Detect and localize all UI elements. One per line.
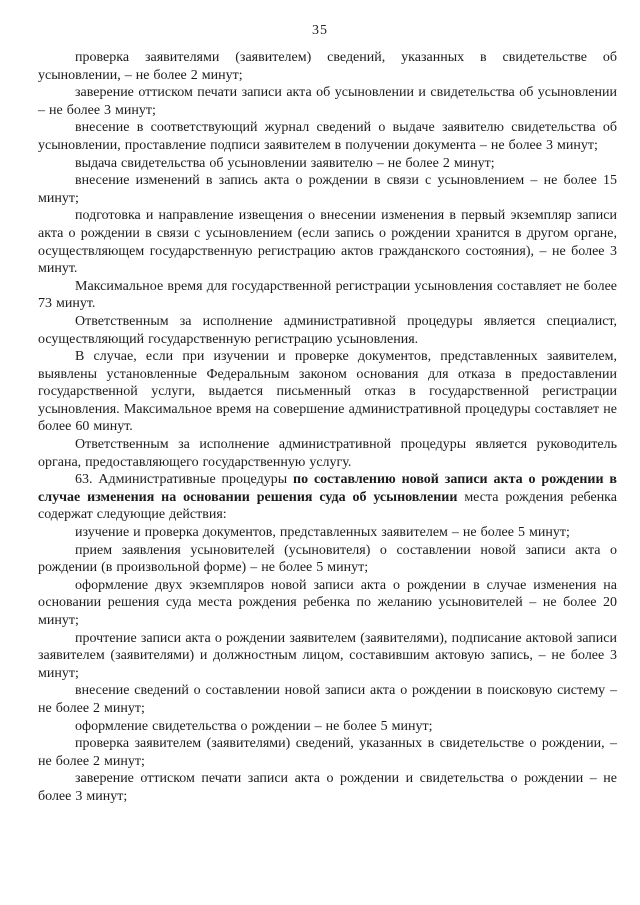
text-run: внесение сведений о составлении новой записи акта о рождении в поисковую систему – не более 2 минут; [38, 683, 617, 716]
paragraph [38, 682, 617, 717]
paragraph [38, 348, 617, 436]
paragraph [38, 119, 617, 154]
paragraph [38, 207, 617, 277]
text-run: заверение оттиском печати записи акта об усыновлении и свидетельства об усыновлении – не более 3 минут; [38, 85, 617, 118]
text-run: прием заявления усыновителей (усыновителя) о составлении новой записи акта о рождении (в произвольной форме) – не более 5 минут; [38, 542, 617, 576]
paragraph [38, 84, 617, 119]
text-run: проверка заявителем (заявителями) сведений, указанных в свидетельстве о рождении, – не более 2 минут; [38, 736, 617, 769]
text-run: места рождения ребенка содержат следующие действия: [38, 489, 617, 523]
text-run: Максимальное время для государственной регистрации усыновления составляет не более 73 минут. [38, 278, 617, 312]
paragraph [38, 735, 617, 770]
paragraph [38, 49, 617, 84]
text-run: внесение в соответствующий журнал сведений о выдаче заявителю свидетельства об усыновлении, проставление подписи заявителем в получении документа – не более 3 минут; [38, 120, 617, 153]
paragraph [38, 155, 617, 173]
paragraph [38, 436, 617, 471]
paragraph [38, 278, 617, 313]
page-number: 35 [312, 23, 328, 38]
text-run: прочтение записи акта о рождении заявителем (заявителями), подписание актовой записи заявителем (заявителями) и должностным лицом, составившим актовую запись, – не более 3 минут; [38, 630, 617, 681]
text-run: проверка заявителями (заявителем) сведений, указанных в свидетельстве об усыновлении, – не более 2 минут; [38, 50, 617, 83]
text-run: заверение оттиском печати записи акта о рождении и свидетельства о рождении – не более 3 минут; [38, 771, 617, 804]
paragraph [38, 542, 617, 577]
paragraph [38, 630, 617, 683]
text-run: 63. Административные процедуры [75, 472, 293, 488]
text-run: Ответственным за исполнение административной процедуры является руководитель органа, предоставляющего государственную услугу. [38, 437, 617, 470]
text-run: по составлению новой записи акта о рождении в случае изменения на основании решения суда об усыновлении [38, 472, 617, 505]
paragraph [38, 172, 617, 207]
paragraph [38, 313, 617, 348]
text-run: оформление свидетельства о рождении – не более 5 минут; [75, 718, 433, 734]
paragraph [38, 524, 617, 542]
paragraph [38, 577, 617, 630]
text-run: изучение и проверка документов, представленных заявителем – не более 5 минут; [75, 525, 570, 541]
document-body [38, 49, 617, 806]
text-run: Ответственным за исполнение административной процедуры является специалист, осуществляющий государственную регистрацию усыновления. [38, 313, 617, 347]
paragraph [38, 471, 617, 524]
text-run: внесение изменений в запись акта о рождении в связи с усыновлением – не более 15 минут; [38, 173, 617, 206]
text-run: подготовка и направление извещения о внесении изменения в первый экземпляр записи акта о рождении в связи с усыновлением (если запись о рождении хранится в другом органе, осуществляющем государственную регистрацию актов гражданского состояния), – не более 3 минут. [38, 208, 617, 277]
text-run: выдача свидетельства об усыновлении заявителю – не более 2 минут; [75, 155, 495, 171]
paragraph [38, 770, 617, 805]
paragraph [38, 718, 617, 736]
text-run: оформление двух экземпляров новой записи акта о рождении в случае изменения на основании решения суда места рождения ребенка по желанию усыновителей – не более 20 минут; [38, 577, 617, 628]
text-run: В случае, если при изучении и проверке документов, представленных заявителем, выявлены установленные Федеральным законом основания для отказа в предоставлении государственной услуги, выдается письменный отказ в государственной регистрации усыновления. Максимальное время на совершение административной процедуры составляет не более 60 минут. [38, 349, 617, 435]
